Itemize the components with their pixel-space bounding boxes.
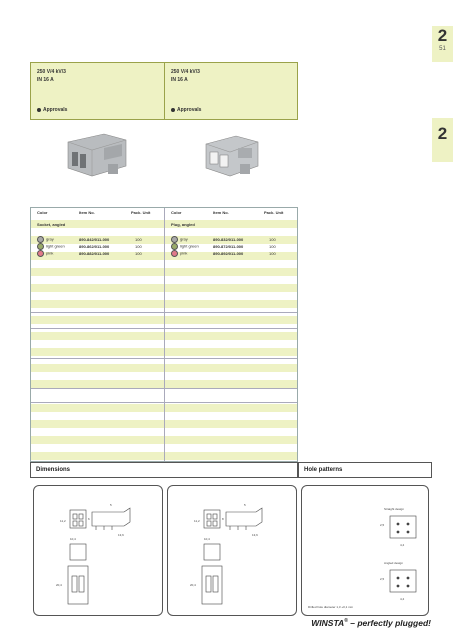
pack-unit: 100 (135, 251, 142, 256)
spec-right-rating: 250 V/4 kV/3 (171, 69, 200, 75)
plug-dimension-drawing (168, 486, 298, 617)
page-number: 51 (439, 46, 446, 52)
pack-unit: 100 (269, 251, 276, 256)
item-number: 890-832/011-000 (213, 237, 244, 242)
spec-right-current: IN 16 A (171, 77, 188, 83)
socket-dimension-drawing (34, 486, 164, 617)
hole-pattern-drawing (301, 485, 429, 616)
column-divider (164, 208, 165, 461)
hole-dim-label: 2,5 (380, 577, 385, 581)
item-number: 890-882/011-000 (79, 251, 110, 256)
dim-label: 20,4 (190, 583, 196, 587)
tagline: – perfectly plugged! (347, 618, 431, 628)
plug-title: Plug, angled (171, 222, 195, 227)
hole-dim-label: 2,5 (380, 523, 385, 527)
brand-name: WINSTA (311, 618, 345, 628)
header-item-right: Item No. (213, 210, 229, 215)
socket-title: Socket, angled (37, 222, 66, 227)
chapter-tab-number: 2 (437, 124, 448, 143)
list-item: light green (171, 243, 199, 250)
plug-product-image (200, 130, 268, 186)
list-item: pink (37, 250, 53, 257)
color-swatch-icon (171, 243, 178, 250)
chapter-tab-side (432, 118, 453, 162)
spec-box (30, 62, 298, 120)
color-swatch-icon (37, 236, 44, 243)
list-item: gray (37, 236, 54, 243)
dimension-drawing-socket (33, 485, 163, 616)
header-color-right: Color (171, 210, 182, 215)
pack-unit: 100 (135, 244, 142, 249)
spec-left-approvals (37, 107, 67, 113)
dim-label: 5 (244, 503, 246, 507)
item-number: 890-842/011-000 (79, 237, 110, 242)
row-separator (31, 312, 297, 313)
registered-mark: ® (344, 618, 348, 625)
list-item: pink (171, 250, 187, 257)
dim-label: 10,4 (204, 537, 210, 541)
bullet-icon (171, 108, 175, 112)
ordering-table (30, 207, 298, 462)
chapter-number: 2 (437, 26, 448, 45)
row-separator (31, 388, 297, 389)
dimensions-heading: Dimensions (30, 462, 298, 478)
pack-unit: 100 (269, 237, 276, 242)
row-separator (31, 328, 297, 329)
pack-unit: 100 (269, 244, 276, 249)
color-swatch-icon (37, 243, 44, 250)
header-pack-left: Pack. Unit (131, 210, 151, 215)
dim-label: 13,6 (252, 533, 258, 537)
item-number: 890-892/011-000 (213, 251, 244, 256)
dim-label: 10,4 (70, 537, 76, 541)
item-number: 890-872/011-000 (213, 244, 244, 249)
header-pack-right: Pack. Unit (264, 210, 284, 215)
spec-right-approvals (171, 107, 201, 113)
hole-dim-label: 4,4 (400, 597, 405, 601)
dim-label: 11,2 (194, 519, 200, 523)
straight-design-label: Straight design (384, 507, 405, 511)
dim-label: 6 (88, 517, 90, 521)
dim-label: 5 (110, 503, 112, 507)
row-separator (31, 402, 297, 403)
list-item: light green (37, 243, 65, 250)
header-item-left: Item No. (79, 210, 95, 215)
footer-slogan (311, 618, 431, 628)
approvals-label: Approvals (177, 107, 202, 113)
socket-product-image (64, 128, 134, 184)
chapter-tab-top (432, 26, 453, 62)
color-swatch-icon (37, 250, 44, 257)
row-separator (31, 358, 297, 359)
item-number: 890-862/011-000 (79, 244, 110, 249)
hole-dim-label: 4,4 (400, 543, 405, 547)
dim-label: 11,2 (60, 519, 66, 523)
dimension-drawing-plug (167, 485, 297, 616)
spec-left-current: IN 16 A (37, 77, 54, 83)
dim-label: 13,6 (118, 533, 124, 537)
approvals-label: Approvals (43, 107, 68, 113)
list-item: gray (171, 236, 188, 243)
spec-left-rating: 250 V/4 kV/3 (37, 69, 66, 75)
bullet-icon (37, 108, 41, 112)
header-color-left: Color (37, 210, 48, 215)
color-swatch-icon (171, 250, 178, 257)
dim-label: 8 (222, 517, 224, 521)
hole-patterns-heading: Hole patterns (298, 462, 432, 478)
angled-design-label: Angled design (384, 561, 404, 565)
hole-pattern-svg (302, 486, 430, 617)
dim-label: 20,4 (56, 583, 62, 587)
spec-left (31, 63, 165, 119)
color-swatch-icon (171, 236, 178, 243)
pack-unit: 100 (135, 237, 142, 242)
spec-right (165, 63, 299, 119)
drill-note: Drilled hole diameter 1,3 +0,1 mm (308, 605, 354, 609)
